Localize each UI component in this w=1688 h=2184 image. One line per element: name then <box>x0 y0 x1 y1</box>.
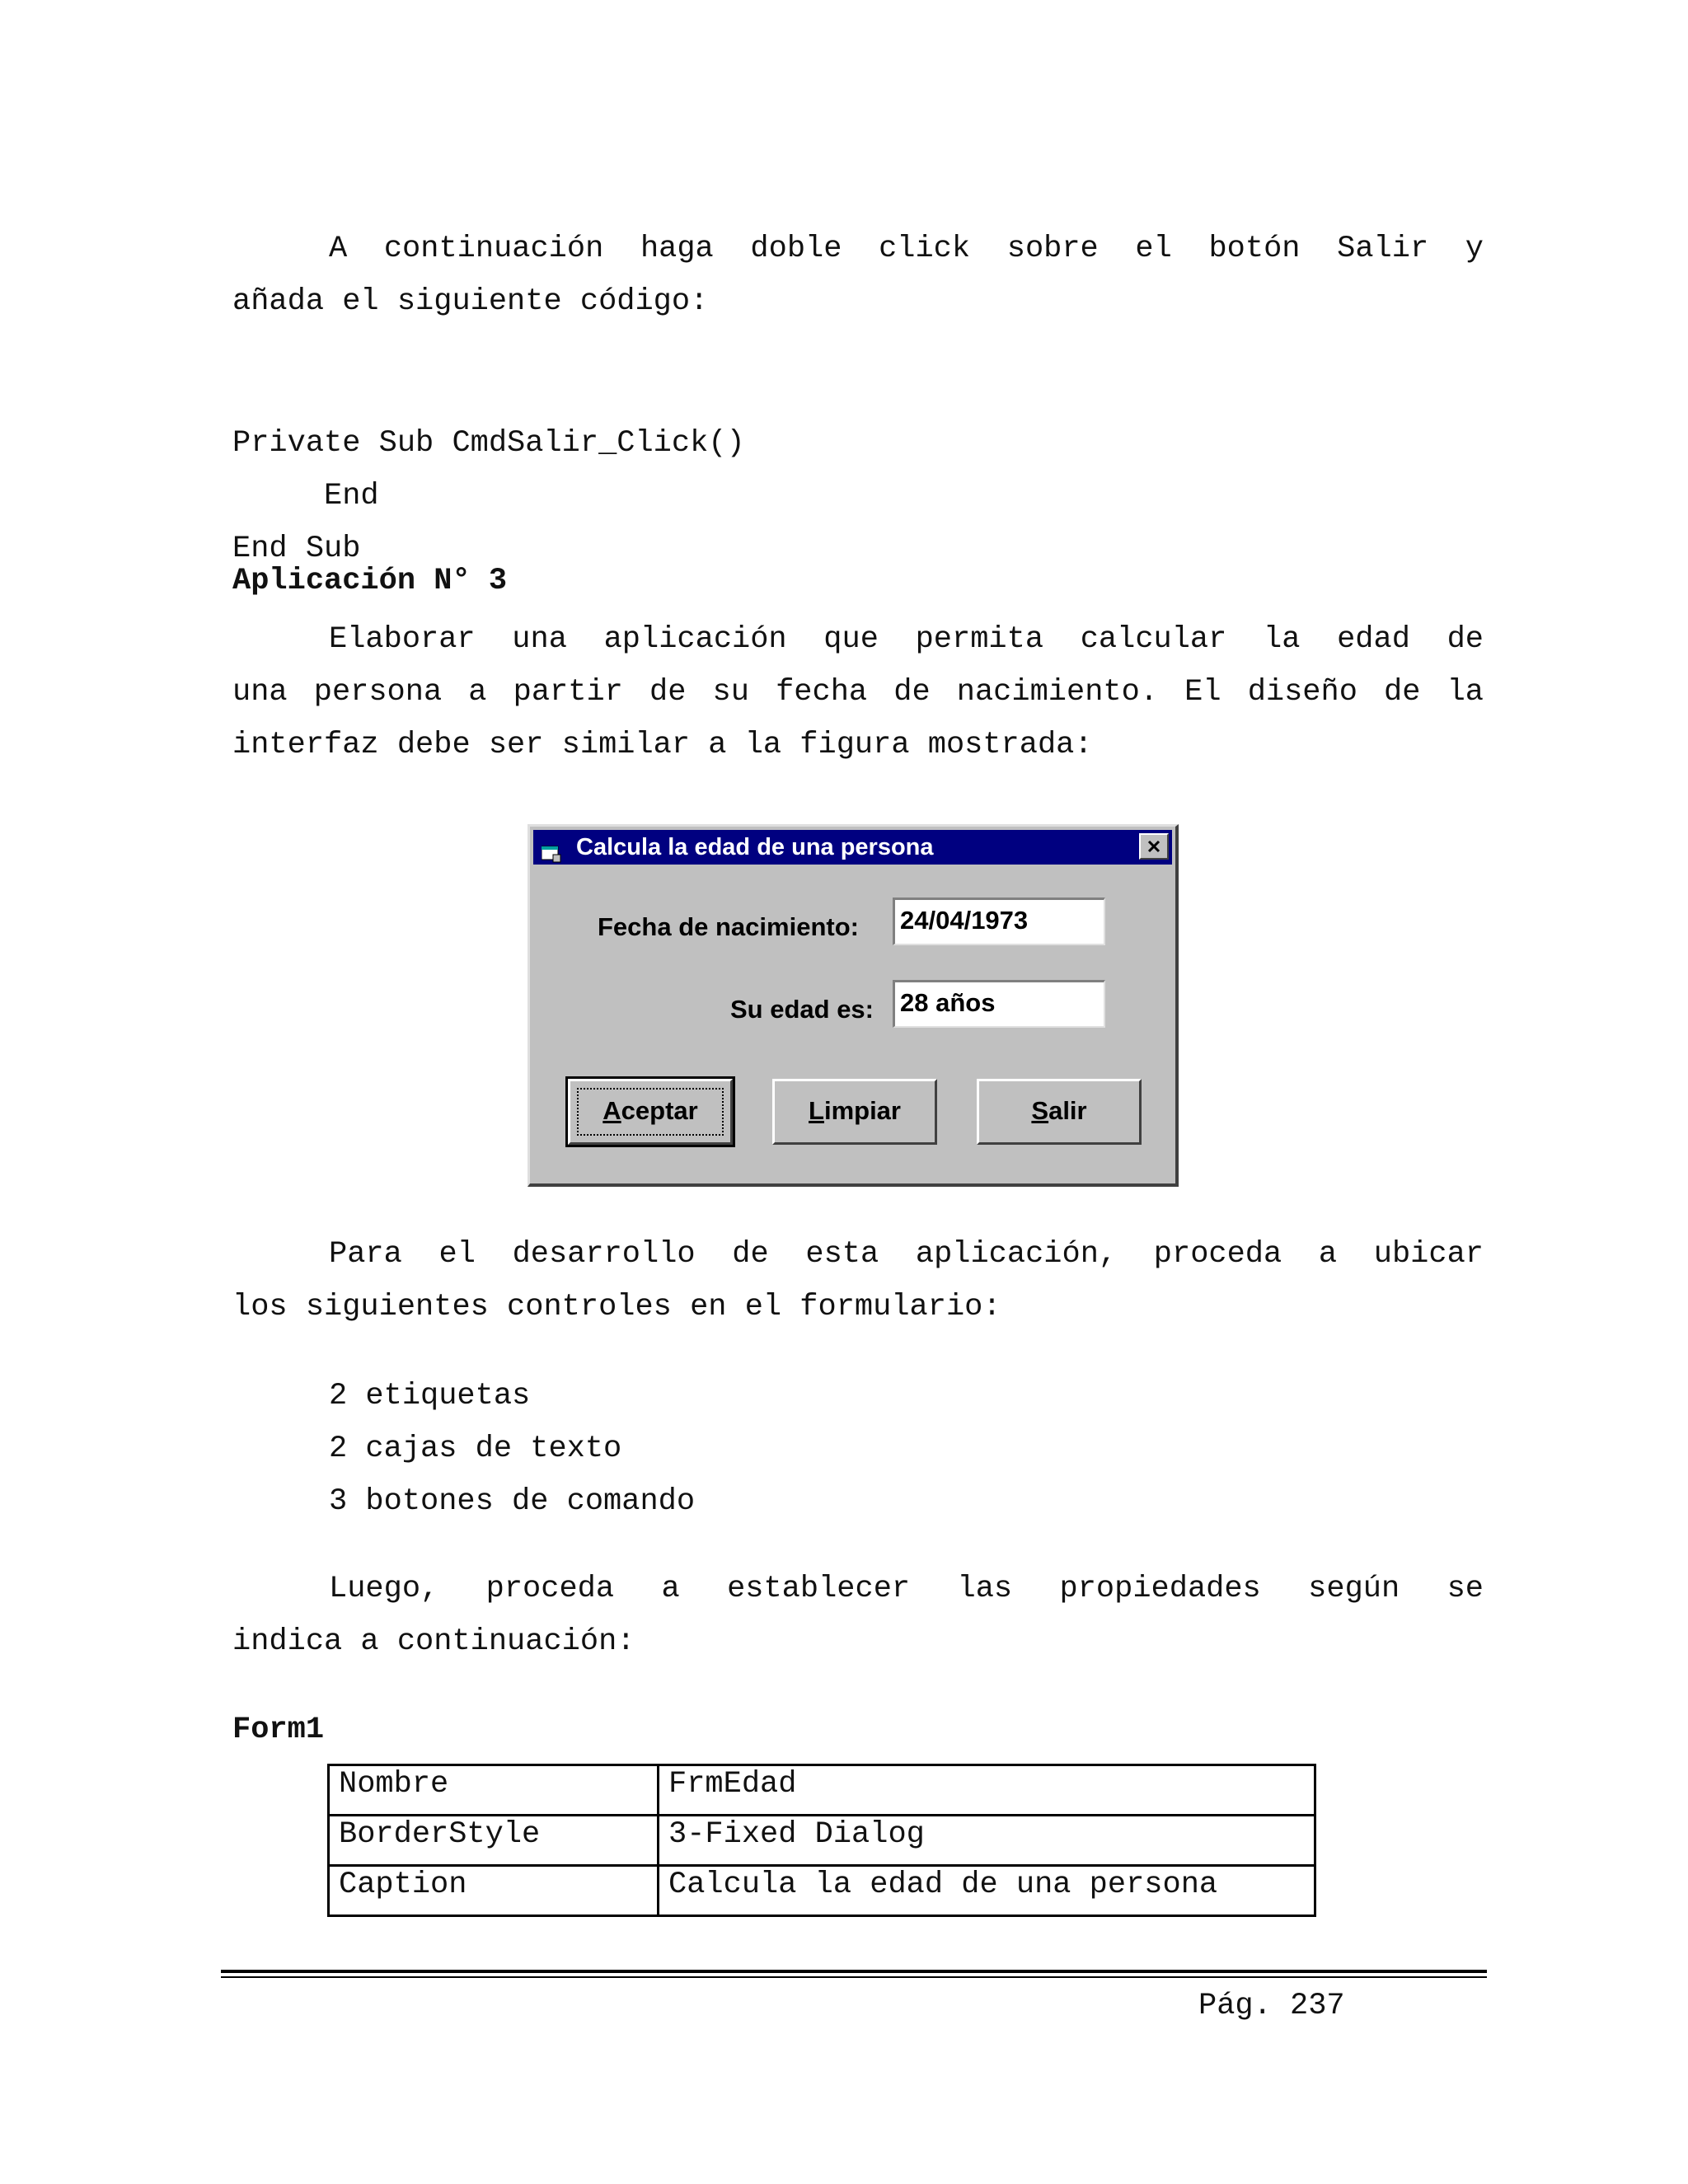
dialog-title: Calcula la edad de una persona <box>576 834 934 860</box>
exit-button[interactable] <box>977 1079 1142 1145</box>
intro-line-1: A continuación haga doble click sobre el botón Salir y <box>329 232 1484 266</box>
table-row <box>329 1866 1315 1916</box>
app-heading: Aplicación N° 3 <box>232 564 508 598</box>
table-row <box>329 1816 1315 1866</box>
intro-line-2: añada el siguiente código: <box>232 284 709 319</box>
accept-button[interactable] <box>568 1079 733 1145</box>
accept-button-label: Aceptar <box>603 1096 698 1125</box>
intro-paragraph <box>232 223 1484 328</box>
code-block <box>232 364 745 575</box>
development-line-1: Para el desarrollo de esta aplicación, proceda a ubicar <box>329 1237 1484 1272</box>
property-value: 3-Fixed Dialog <box>659 1816 1315 1866</box>
birth-date-label: Fecha de nacimiento: <box>598 912 859 941</box>
description-line-2: una persona a partir de su fecha de nacimiento. El diseño de la <box>232 675 1484 710</box>
age-output[interactable]: 28 años <box>893 980 1105 1028</box>
form-icon <box>542 838 561 856</box>
description-line-3: interfaz debe ser similar a la figura mostrada: <box>232 728 1093 762</box>
birth-date-input[interactable]: 24/04/1973 <box>893 898 1105 945</box>
properties-paragraph <box>232 1563 1484 1668</box>
exit-button-label: Salir <box>1031 1096 1087 1125</box>
dialog-titlebar <box>533 830 1172 865</box>
controls-list <box>329 1370 695 1528</box>
clear-button[interactable] <box>772 1079 937 1145</box>
age-label: Su edad es: <box>730 995 874 1024</box>
properties-table <box>327 1764 1316 1917</box>
code-line-3: End Sub <box>232 532 361 566</box>
close-button[interactable] <box>1139 833 1169 860</box>
clear-button-label: Limpiar <box>809 1096 901 1125</box>
list-item: 3 botones de comando <box>329 1484 696 1519</box>
code-line-2: End <box>232 479 379 513</box>
properties-line-1: Luego, proceda a establecer las propiedades según se <box>329 1572 1484 1606</box>
code-line-1: Private Sub CmdSalir_Click() <box>232 426 745 461</box>
description-line-1: Elaborar una aplicación que permita calcular la edad de <box>329 622 1484 657</box>
property-name: Nombre <box>329 1765 659 1816</box>
footer-rule-thin <box>221 1976 1487 1978</box>
property-value: FrmEdad <box>659 1765 1315 1816</box>
close-icon <box>1147 840 1160 853</box>
list-item: 2 cajas de texto <box>329 1432 622 1466</box>
list-item: 2 etiquetas <box>329 1379 531 1413</box>
property-name: Caption <box>329 1866 659 1916</box>
development-line-2: los siguientes controles en el formulario: <box>232 1290 1001 1324</box>
development-paragraph <box>232 1228 1484 1333</box>
form-heading: Form1 <box>232 1713 325 1747</box>
page-number: Pág. 237 <box>1198 1989 1345 2023</box>
properties-line-2: indica a continuación: <box>232 1624 635 1659</box>
table-row <box>329 1765 1315 1816</box>
property-name: BorderStyle <box>329 1816 659 1866</box>
property-value: Calcula la edad de una persona <box>659 1866 1315 1916</box>
dialog-window <box>528 824 1179 1187</box>
footer-rule <box>221 1970 1487 1973</box>
description-paragraph <box>232 613 1484 771</box>
